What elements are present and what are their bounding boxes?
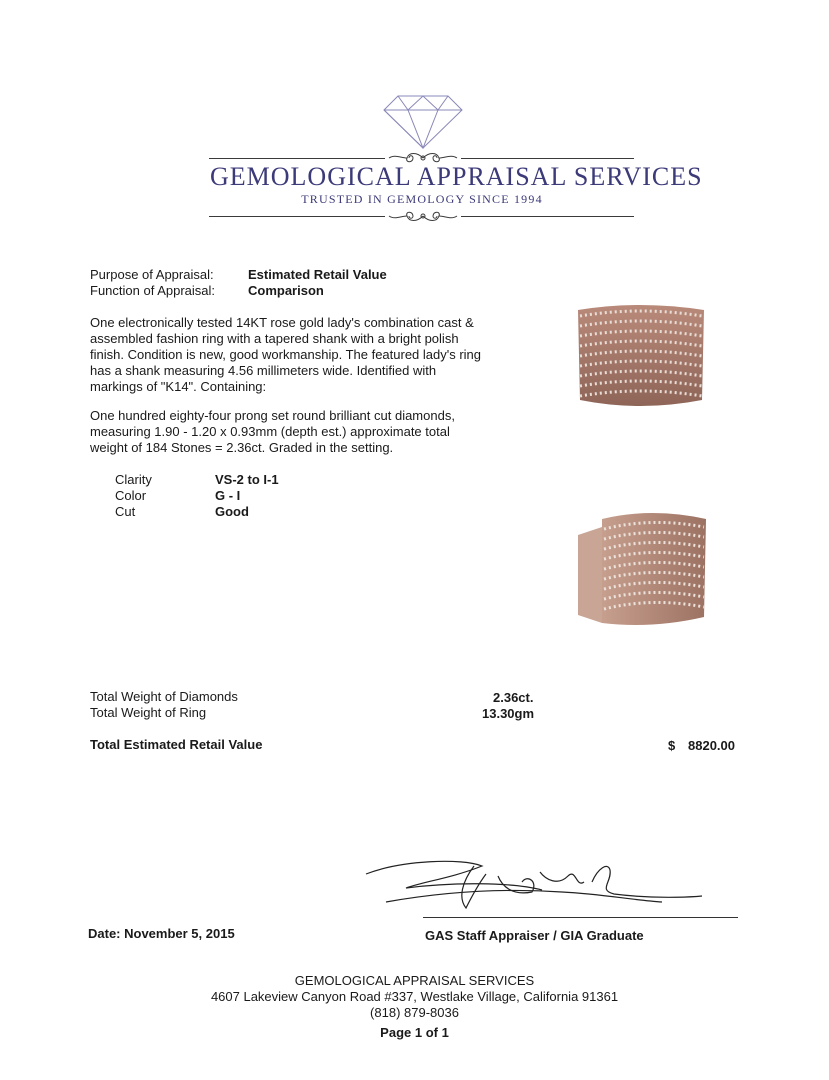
footer-phone: (818) 879-8036 [370,1005,459,1020]
function-value: Comparison [248,283,324,298]
purpose-label: Purpose of Appraisal: [90,267,214,282]
page-number: Page 1 of 1 [380,1025,449,1040]
cut-label: Cut [115,504,136,519]
color-label: Color [115,488,147,503]
logo-title: GEMOLOGICAL APPRAISAL SERVICES [210,162,703,191]
logo-tagline: TRUSTED IN GEMOLOGY SINCE 1994 [301,192,543,206]
appraisal-date: Date: November 5, 2015 [88,926,235,941]
total-ring-label: Total Weight of Ring [90,705,207,720]
total-ring-value: 13.30gm [482,706,535,721]
purpose-value: Estimated Retail Value [248,267,387,282]
cut-value: Good [215,504,249,519]
color-value: G - I [215,488,241,503]
function-label: Function of Appraisal: [90,283,216,298]
diamond-logo-icon [380,92,466,152]
signature-line [423,917,738,918]
total-diamonds-label: Total Weight of Diamonds [90,689,238,704]
footer-company: GEMOLOGICAL APPRAISAL SERVICES [294,973,535,988]
appraiser-title: GAS Staff Appraiser / GIA Graduate [425,928,644,943]
appraiser-signature [362,852,742,924]
footer-address: 4607 Lakeview Canyon Road #337, Westlake Village, California 91361 [210,989,619,1004]
diamond-description: One hundred eighty-four prong set round brilliant cut diamonds, measuring 1.90 - 1.20 x 0.93mm (depth est.) approximate total weight of 184 Stones = 2.36ct. Graded in the setting. [90,408,455,455]
clarity-value: VS-2 to I-1 [215,472,279,487]
total-retail-label: Total Estimated Retail Value [90,737,263,752]
ring-photo-side [572,505,712,630]
ornament-bottom-icon [385,208,461,224]
total-retail-value: 8820.00 [688,738,735,753]
ring-photo-front [570,300,710,412]
currency-symbol: $ [668,738,676,753]
ring-description: One electronically tested 14KT rose gold lady's combination cast & assembled fashion ring with a tapered shank with a bright polish finish. Condition is new, good workmanship. The featured lady's ring has a shank measuring 4.56 millimeters wide. Identified with markings of "K14". Containing: [90,315,482,394]
total-diamonds-value: 2.36ct. [493,690,534,705]
clarity-label: Clarity [115,472,152,487]
